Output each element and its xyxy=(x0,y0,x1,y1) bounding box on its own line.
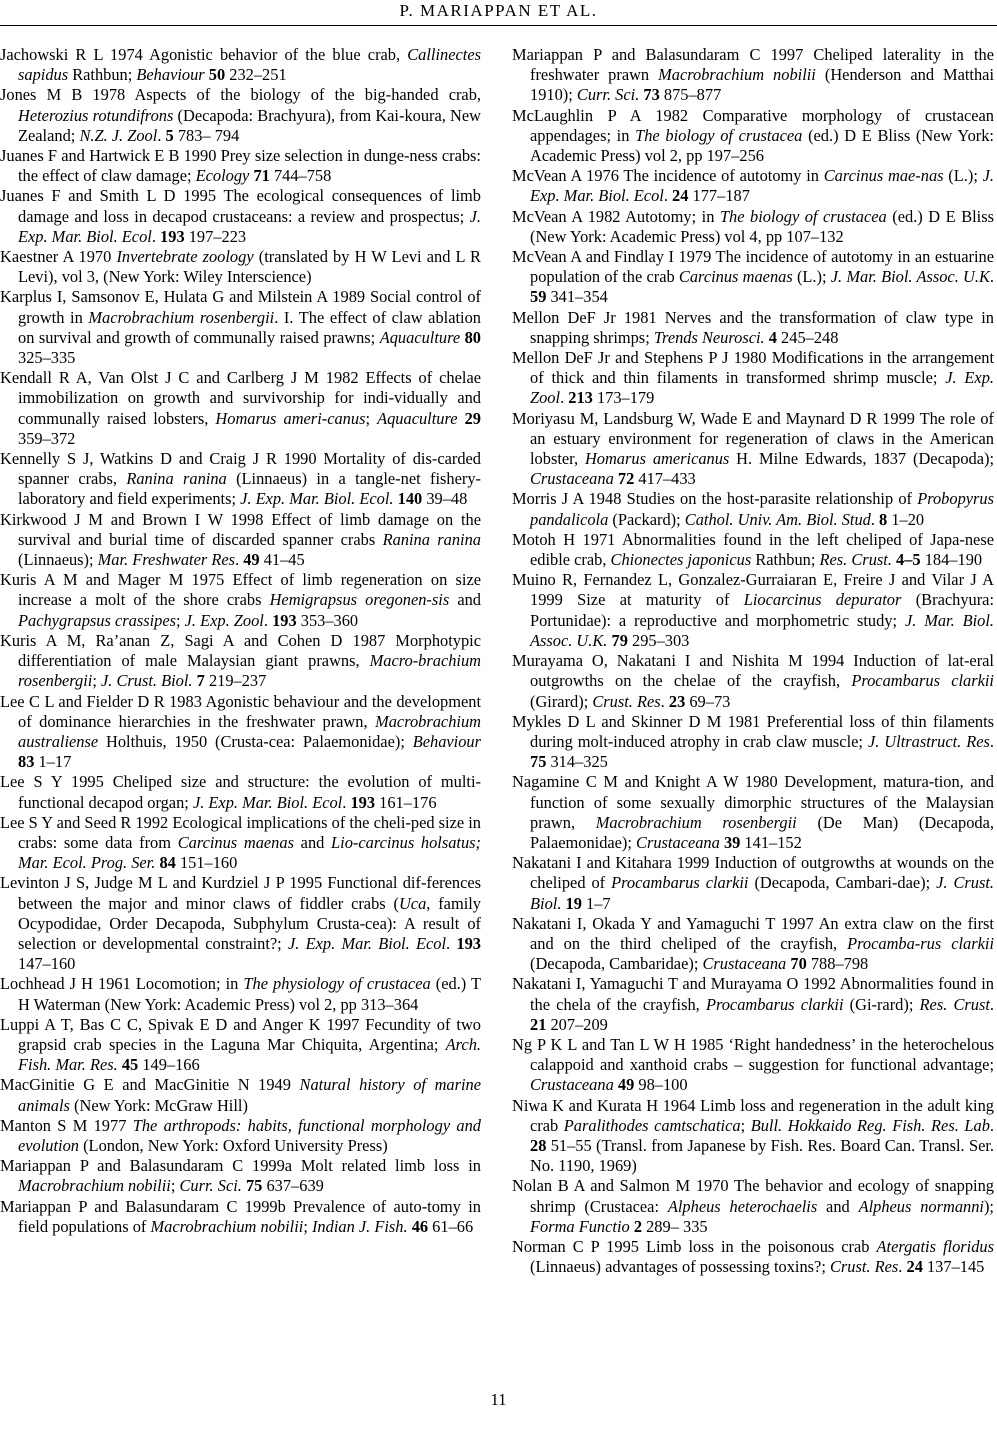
reference-entry: Juanes F and Smith L D 1995 The ecological consequences of limb damage and loss in decapod crustaceans: a review and prospectus; J. Exp. Mar. Biol. Ecol. 193 197–223 xyxy=(0,186,481,246)
reference-entry: Motoh H 1971 Abnormalities found in the left cheliped of Japa-nese edible crab, Chionectes japonicus Rathbun; Res. Crust. 4–5 184–190 xyxy=(512,529,994,570)
reference-entry: Norman C P 1995 Limb loss in the poisonous crab Atergatis floridus (Linnaeus) advantages of possessing toxins?; Crust. Res. 24 137–145 xyxy=(512,1236,995,1277)
reference-column-right xyxy=(512,45,994,1277)
reference-entry: McLaughlin P A 1982 Comparative morphology of crustacean appendages; in The biology of crustacea (ed.) D E Bliss (New York: Academic Press) vol 2, pp 197–256 xyxy=(512,105,994,166)
reference-entry: Lee C L and Fielder D R 1983 Agonistic behaviour and the development of dominance hierarchies in the freshwater prawn, Macrobrachium australiense Holthuis, 1950 (Crusta-cea: Palaemonidae); Behaviour 83 1–17 xyxy=(0,691,481,772)
reference-entry: Jachowski R L 1974 Agonistic behavior of the blue crab, Callinectes sapidus Rathbun; Behaviour 50 232–251 xyxy=(0,45,481,85)
reference-entry: Kennelly S J, Watkins D and Craig J R 1990 Mortality of dis-carded spanner crabs, Ranina ranina (Linnaeus) in a tangle-net fishery-laboratory and field experiments; J. Exp. Mar. Biol. Ecol. 140 39–48 xyxy=(0,449,481,509)
reference-entry: Muino R, Fernandez L, Gonzalez-Gurraiaran E, Freire J and Vilar J A 1999 Size at maturity of Liocarcinus depurator (Brachyura: Portunidae): a reproductive and morphometric study; J. Mar. Biol. Assoc. U.K. 79 295–303 xyxy=(512,570,994,650)
reference-column-left xyxy=(0,45,481,1237)
reference-entry: Nakatani I and Kitahara 1999 Induction of outgrowths at wounds on the cheliped of Procambarus clarkii (Decapoda, Cambari-dae); J. Crust. Biol. 19 1–7 xyxy=(512,853,994,913)
reference-entry: Mariappan P and Balasundaram C 1999b Prevalence of auto-tomy in field populations of Macrobrachium nobilii; Indian J. Fish. 46 61–66 xyxy=(0,1196,481,1236)
reference-entry: Nagamine C M and Knight A W 1980 Development, matura-tion, and function of some sexually dimorphic structures of the Malaysian prawn, Macrobrachium rosenbergii (De Man) (Decapoda, Palaemonidae); Crustaceana 39 141–152 xyxy=(512,772,995,852)
reference-entry: Murayama O, Nakatani I and Nishita M 1994 Induction of lat-eral outgrowths on the chelae of the crayfish, Procambarus clarkii (Girard); Crust. Res. 23 69–73 xyxy=(512,651,994,711)
reference-entry: Niwa K and Kurata H 1964 Limb loss and regeneration in the adult king crab Paralithodes camtschatica; Bull. Hokkaido Reg. Fish. Res. Lab. 28 51–55 (Transl. from Japanese by Fish. Res. Board Can. Transl. Ser. No. 1190, 1969) xyxy=(512,1095,994,1176)
header-rule xyxy=(0,25,997,26)
reference-entry: Lee S Y and Seed R 1992 Ecological implications of the cheli-ped size in crabs: some data from Carcinus maenas and Lio-carcinus holsatus; Mar. Ecol. Prog. Ser. 84 151–160 xyxy=(0,812,481,873)
reference-entry: Lochhead J H 1961 Locomotion; in The physiology of crustacea (ed.) T H Waterman (New York: Academic Press) vol 2, pp 313–364 xyxy=(0,974,481,1014)
reference-entry: Manton S M 1977 The arthropods: habits, functional morphology and evolution (London, New York: Oxford University Press) xyxy=(0,1115,481,1155)
reference-entry: Mariappan P and Balasundaram C 1997 Cheliped laterality in the freshwater prawn Macrobrachium nobilii (Henderson and Matthai 1910); Curr. Sci. 73 875–877 xyxy=(512,45,994,105)
reference-entry: McVean A 1976 The incidence of autotomy in Carcinus mae-nas (L.); J. Exp. Mar. Biol. Ecol. 24 177–187 xyxy=(512,166,995,206)
running-head: P. MARIAPPAN ET AL. xyxy=(399,1,598,20)
reference-entry: MacGinitie G E and MacGinitie N 1949 Natural history of marine animals (New York: McGraw Hill) xyxy=(0,1075,482,1115)
reference-entry: Ng P K L and Tan L W H 1985 ‘Right handedness’ in the heterochelous calappoid and xanthoid crabs – suggestion for functional advantage; Crustaceana 49 98–100 xyxy=(512,1034,994,1095)
reference-entry: Kaestner A 1970 Invertebrate zoology (translated by H W Levi and L R Levi), vol 3, (New York: Wiley Interscience) xyxy=(0,247,481,287)
reference-entry: Mykles D L and Skinner D M 1981 Preferential loss of thin filaments during molt-induced atrophy in crab claw muscle; J. Ultrastruct. Res. 75 314–325 xyxy=(512,711,994,772)
reference-entry: Jones M B 1978 Aspects of the biology of the big-handed crab, Heterozius rotundifrons (Decapoda: Brachyura), from Kai-koura, New Zealand; N.Z. J. Zool. 5 783– 794 xyxy=(0,85,481,145)
reference-entry: McVean A 1982 Autotomy; in The biology of crustacea (ed.) D E Bliss (New York: Academic Press) vol 4, pp 107–132 xyxy=(512,206,994,246)
reference-entry: Lee S Y 1995 Cheliped size and structure: the evolution of multi-functional decapod organ; J. Exp. Mar. Biol. Ecol. 193 161–176 xyxy=(0,772,481,812)
reference-entry: Kuris A M, Ra’anan Z, Sagi A and Cohen D 1987 Morphotypic differentiation of male Malaysian giant prawns, Macro-brachium rosenbergii; J. Crust. Biol. 7 219–237 xyxy=(0,630,481,691)
reference-entry: McVean A and Findlay I 1979 The incidence of autotomy in an estuarine population of the crab Carcinus maenas (L.); J. Mar. Biol. Assoc. U.K. 59 341–354 xyxy=(512,247,995,307)
reference-entry: Levinton J S, Judge M L and Kurdziel J P 1995 Functional dif-ferences between the major and minor claws of fiddler crabs (Uca, family Ocypodidae, Order Decapoda, Subphylum Crusta-cea): A result of selection or developmental constraint?; J. Exp. Mar. Biol. Ecol. 193 147–160 xyxy=(0,873,482,974)
reference-entry: Moriyasu M, Landsburg W, Wade E and Maynard D R 1999 The role of an estuary environment for regeneration of claws in the American lobster, Homarus americanus H. Milne Edwards, 1837 (Decapoda); Crustaceana 72 417–433 xyxy=(512,408,994,489)
reference-entry: Kendall R A, Van Olst J C and Carlberg J M 1982 Effects of chelae immobilization on growth and survivorship for indi-vidually and communally raised lobsters, Homarus ameri-canus; Aquaculture 29 359–372 xyxy=(0,368,481,448)
reference-entry: Kuris A M and Mager M 1975 Effect of limb regeneration on size increase a molt of the shore crabs Hemigrapsus oregonen-sis and Pachygrapsus crassipes; J. Exp. Zool. 193 353–360 xyxy=(0,570,481,630)
reference-entry: Mariappan P and Balasundaram C 1999a Molt related limb loss in Macrobrachium nobilii; Curr. Sci. 75 637–639 xyxy=(0,1156,481,1196)
reference-entry: Luppi A T, Bas C C, Spivak E D and Anger K 1997 Fecundity of two grapsid crab species in the Laguna Mar Chiquita, Argentina; Arch. Fish. Mar. Res. 45 149–166 xyxy=(0,1014,481,1075)
reference-entry: Mellon DeF Jr 1981 Nerves and the transformation of claw type in snapping shrimps; Trends Neurosci. 4 245–248 xyxy=(512,307,994,347)
reference-entry: Karplus I, Samsonov E, Hulata G and Milstein A 1989 Social control of growth in Macrobrachium rosenbergii. I. The effect of claw ablation on survival and growth of communally raised prawns; Aquaculture 80 325–335 xyxy=(0,287,481,368)
page-number: 11 xyxy=(490,1390,507,1409)
reference-entry: Mellon DeF Jr and Stephens P J 1980 Modifications in the arrangement of thick and thin filaments in transformed shrimp muscle; J. Exp. Zool. 213 173–179 xyxy=(512,348,994,408)
reference-entry: Juanes F and Hartwick E B 1990 Prey size selection in dunge-ness crabs: the effect of claw damage; Ecology 71 744–758 xyxy=(0,146,481,186)
reference-entry: Morris J A 1948 Studies on the host-parasite relationship of Probopyrus pandalicola (Packard); Cathol. Univ. Am. Biol. Stud. 8 1–20 xyxy=(512,489,994,529)
reference-entry: Nakatani I, Okada Y and Yamaguchi T 1997 An extra claw on the first and on the third cheliped of the crayfish, Procamba-rus clarkii (Decapoda, Cambaridae); Crustaceana 70 788–798 xyxy=(512,913,994,974)
reference-entry: Nolan B A and Salmon M 1970 The behavior and ecology of snapping shrimp (Crustacea: Alpheus heterochaelis and Alpheus normanni); Forma Functio 2 289– 335 xyxy=(512,1176,994,1236)
reference-entry: Nakatani I, Yamaguchi T and Murayama O 1992 Abnormalities found in the chela of the crayfish, Procambarus clarkii (Gi-rard); Res. Crust. 21 207–209 xyxy=(512,974,994,1034)
reference-entry: Kirkwood J M and Brown I W 1998 Effect of limb damage on the survival and burial time of discarded spanner crabs Ranina ranina (Linnaeus); Mar. Freshwater Res. 49 41–45 xyxy=(0,509,481,570)
